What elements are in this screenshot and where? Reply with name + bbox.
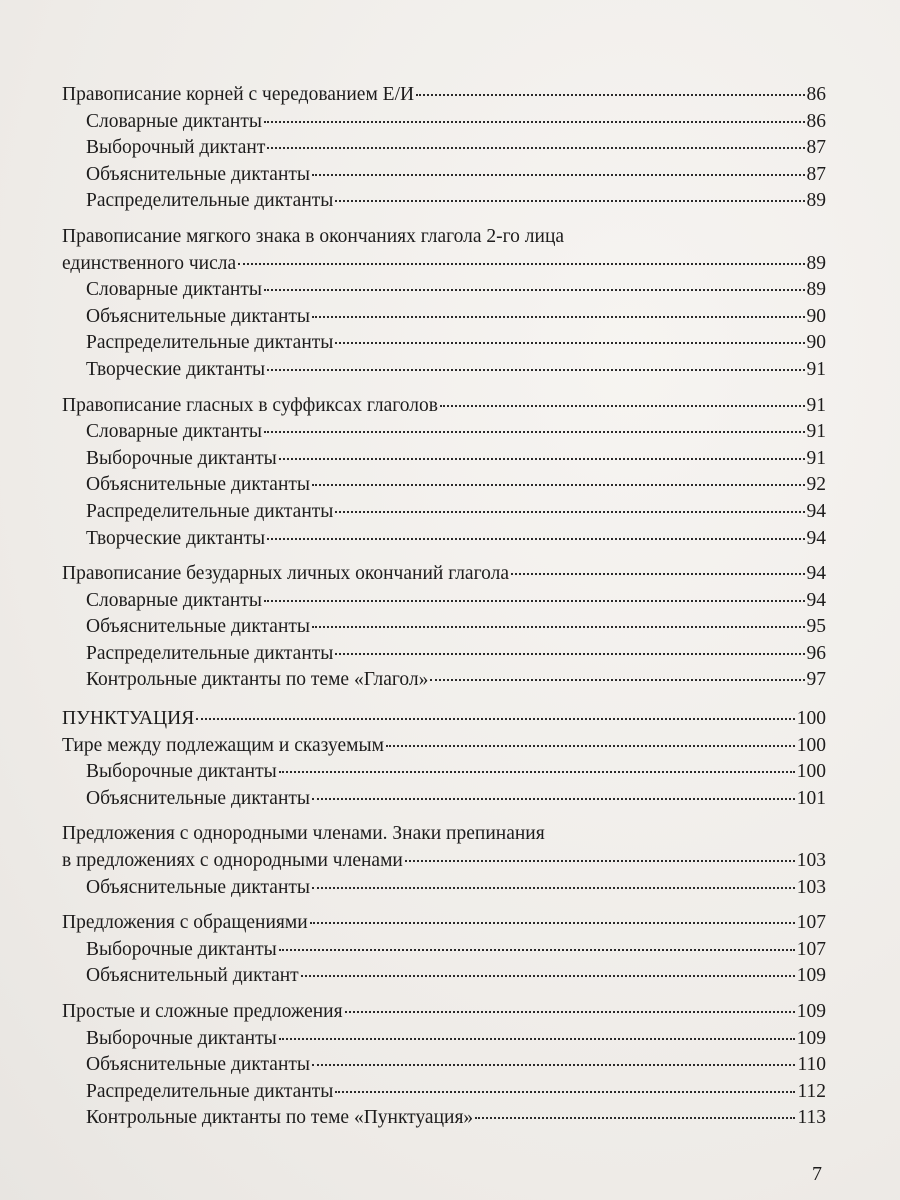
dot-leader: [416, 94, 804, 96]
dot-leader: [279, 1038, 795, 1040]
toc-entry-title: Выборочные диктанты: [86, 447, 277, 469]
dot-leader: [310, 922, 795, 924]
toc-subentry: [62, 526, 826, 553]
toc-subentry: [62, 419, 826, 446]
toc-entry-title: единственного числа: [62, 252, 237, 274]
toc-page-number: 109: [796, 1001, 826, 1022]
toc-page-number: 94: [806, 527, 826, 549]
toc-entry-title: Объяснительные диктанты: [86, 616, 311, 638]
dot-leader: [335, 342, 804, 344]
dot-leader: [335, 1091, 795, 1093]
dot-leader: [196, 718, 795, 720]
toc-subentry: [62, 135, 826, 162]
toc-page-number: 90: [806, 332, 826, 354]
toc-entry-title: ПУНКТУАЦИЯ: [62, 708, 195, 730]
dot-leader: [345, 1011, 795, 1013]
toc-page-number: 110: [797, 1054, 826, 1076]
toc-entry-title: Словарные диктанты: [86, 110, 262, 132]
toc-page-number: 89: [806, 279, 826, 301]
toc-page-number: 94: [806, 589, 826, 611]
toc-subentry: [62, 963, 826, 990]
toc-entry-title: Объяснительные диктанты: [86, 163, 311, 185]
toc-entry-title: Объяснительные диктанты: [86, 1054, 311, 1076]
toc-entry-title: Выборочные диктанты: [86, 938, 277, 960]
toc-entry-title: Предложения с обращениями: [62, 912, 308, 934]
dot-leader: [264, 431, 805, 433]
dot-leader: [267, 369, 804, 371]
toc-page-number: 97: [806, 669, 826, 691]
toc-entry: [62, 393, 826, 420]
toc-entry-title: Творческие диктанты: [86, 527, 266, 549]
toc-entry: [62, 82, 826, 109]
toc-entry-title: Выборочные диктанты: [86, 1027, 277, 1049]
dot-leader: [312, 484, 804, 486]
dot-leader: [279, 771, 795, 773]
toc-page-number: 109: [796, 1027, 826, 1049]
toc-page-number: 92: [806, 474, 826, 496]
toc-subentry: [62, 1052, 826, 1079]
toc-entry-title: Правописание мягкого знака в окончаниях глагола 2-го лица: [62, 225, 565, 247]
dot-leader: [312, 174, 804, 176]
toc-entry-title: Правописание гласных в суффиксах глаголов: [62, 394, 438, 416]
dot-leader: [279, 458, 805, 460]
toc-subentry: [62, 499, 826, 526]
dot-leader: [335, 653, 804, 655]
toc-entry-title: Объяснительные диктанты: [86, 876, 311, 898]
toc-subentry: [62, 667, 826, 694]
toc-subentry: [62, 588, 826, 615]
toc-page-number: 89: [806, 252, 826, 274]
toc-entry: [62, 910, 826, 937]
toc-subentry: [62, 1105, 826, 1132]
toc-entry-title: Словарные диктанты: [86, 421, 262, 443]
toc-subentry: [62, 786, 826, 813]
toc-entry-title: Простые и сложные предложения: [62, 1001, 343, 1022]
toc-entry-title: в предложениях с однородными членами: [62, 850, 403, 872]
dot-leader: [312, 626, 804, 628]
toc-entry: [62, 251, 826, 278]
toc-page-number: 109: [796, 965, 826, 987]
toc-page-number: 107: [796, 912, 826, 934]
toc-page-number: 112: [797, 1080, 826, 1102]
dot-leader: [267, 538, 804, 540]
toc-page-number: 94: [806, 500, 826, 522]
page-number: 7: [812, 1163, 822, 1185]
toc-entry-title: Распределительные диктанты: [86, 332, 334, 354]
toc-page-number: 87: [806, 137, 826, 159]
toc-subentry: [62, 641, 826, 668]
toc-entry-title: Выборочные диктанты: [86, 761, 277, 783]
dot-leader: [312, 1064, 795, 1066]
toc-entry: [62, 999, 826, 1026]
toc-page-number: 103: [796, 850, 826, 872]
toc-subentry: [62, 614, 826, 641]
toc-entry-title: Объяснительные диктанты: [86, 305, 311, 327]
toc-page-number: 95: [806, 616, 826, 638]
toc-entry: [62, 561, 826, 588]
dot-leader: [312, 316, 804, 318]
toc-entry-title: Контрольные диктанты по теме «Глагол»: [86, 669, 429, 691]
toc-page-number: 91: [806, 394, 826, 416]
toc-entry-title: Объяснительные диктанты: [86, 474, 311, 496]
dot-leader: [335, 200, 804, 202]
toc-entry-title: Словарные диктанты: [86, 589, 262, 611]
dot-leader: [335, 511, 804, 513]
table-of-contents: [62, 82, 826, 1132]
toc-subentry: [62, 937, 826, 964]
toc-section: [62, 706, 826, 733]
toc-entry-title: Контрольные диктанты по теме «Пунктуация»: [86, 1107, 474, 1129]
dot-leader: [238, 263, 804, 265]
dot-leader: [312, 798, 795, 800]
toc-subentry: [62, 875, 826, 902]
toc-page-number: 100: [796, 734, 826, 756]
dot-leader: [301, 975, 795, 977]
toc-subentry: [62, 446, 826, 473]
toc-subentry: [62, 304, 826, 331]
toc-page-number: 86: [806, 110, 826, 132]
toc-entry-title: Распределительные диктанты: [86, 190, 334, 212]
dot-leader: [475, 1117, 795, 1119]
toc-entry: [62, 848, 826, 875]
toc-entry-title: Распределительные диктанты: [86, 642, 334, 664]
toc-subentry: [62, 759, 826, 786]
dot-leader: [430, 679, 804, 681]
dot-leader: [511, 573, 805, 575]
toc-page-number: 91: [806, 447, 826, 469]
dot-leader: [264, 289, 805, 291]
toc-subentry: [62, 1079, 826, 1106]
dot-leader: [386, 745, 795, 747]
dot-leader: [405, 860, 795, 862]
toc-subentry: [62, 162, 826, 189]
toc-page-number: 91: [806, 421, 826, 443]
dot-leader: [312, 887, 795, 889]
toc-subentry: [62, 109, 826, 136]
dot-leader: [264, 121, 805, 123]
toc-entry-title: Объяснительные диктанты: [86, 787, 311, 809]
toc-subentry: [62, 188, 826, 215]
toc-entry-title: Распределительные диктанты: [86, 500, 334, 522]
toc-entry-title: Правописание безударных личных окончаний глагола: [62, 563, 509, 585]
dot-leader: [264, 600, 805, 602]
toc-entry-title: Распределительные диктанты: [86, 1080, 334, 1102]
toc-page-number: 113: [797, 1107, 826, 1129]
dot-leader: [279, 949, 795, 951]
toc-subentry: [62, 330, 826, 357]
toc-entry-title: Правописание корней с чередованием Е/И: [62, 84, 415, 105]
dot-leader: [267, 147, 804, 149]
toc-page-number: 100: [796, 708, 826, 730]
toc-subentry: [62, 1026, 826, 1053]
toc-page-number: 107: [796, 938, 826, 960]
toc-page-number: 90: [806, 305, 826, 327]
toc-page-number: 96: [806, 642, 826, 664]
toc-entry: [62, 733, 826, 760]
toc-entry-title: Предложения с однородными членами. Знаки препинания: [62, 823, 545, 845]
toc-subentry: [62, 357, 826, 384]
toc-subentry: [62, 472, 826, 499]
toc-page-number: 87: [806, 163, 826, 185]
dot-leader: [440, 405, 805, 407]
toc-page-number: 94: [806, 563, 826, 585]
toc-subentry: [62, 277, 826, 304]
toc-entry-title: Тире между подлежащим и сказуемым: [62, 734, 384, 756]
toc-page-number: 86: [806, 84, 826, 105]
toc-page-number: 100: [796, 761, 826, 783]
toc-page-number: 91: [806, 358, 826, 380]
toc-entry-title: Объяснительный диктант: [86, 965, 299, 987]
toc-page-number: 101: [796, 787, 826, 809]
toc-page-number: 89: [806, 190, 826, 212]
toc-entry-title: Творческие диктанты: [86, 358, 266, 380]
toc-page-number: 103: [796, 876, 826, 898]
toc-entry-title: Выборочный диктант: [86, 137, 266, 159]
toc-entry-title: Словарные диктанты: [86, 279, 262, 301]
